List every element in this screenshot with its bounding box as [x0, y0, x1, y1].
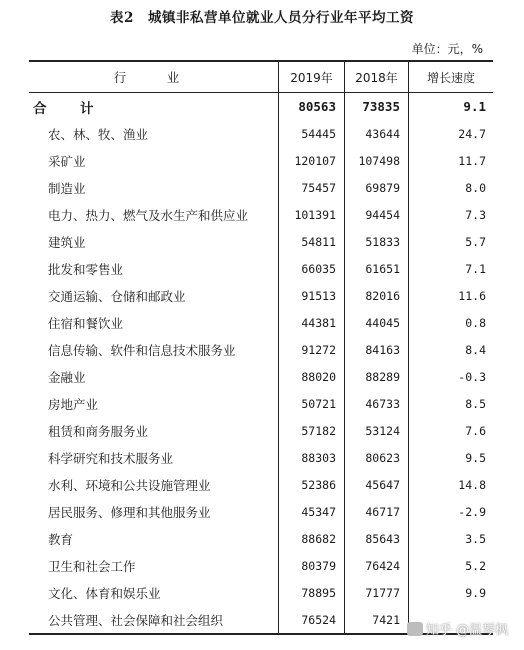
total-row: [29, 93, 493, 120]
header-2018: 2018年: [344, 62, 408, 92]
value-2018: 44045: [344, 309, 408, 336]
industry-name: 文化、体育和娱乐业: [48, 585, 161, 601]
growth-rate: -0.3: [408, 363, 493, 390]
growth-rate: 7.1: [408, 255, 493, 282]
total-label: 合 计: [33, 100, 104, 117]
value-2018: 84163: [344, 336, 408, 363]
table-row: [29, 390, 493, 417]
value-2018: 80623: [344, 444, 408, 471]
table-row: [29, 228, 493, 255]
growth-rate: 9.9: [408, 579, 493, 606]
table-row: [29, 201, 493, 228]
growth-rate: 0.8: [408, 309, 493, 336]
table-row: [29, 174, 493, 201]
growth-rate: 5.7: [408, 228, 493, 255]
header-industry: 行 业: [113, 70, 194, 85]
value-2018: 46717: [344, 498, 408, 525]
value-2018: 85643: [344, 525, 408, 552]
value-2018: 82016: [344, 282, 408, 309]
growth-rate: 3.5: [408, 525, 493, 552]
value-2018: 69879: [344, 174, 408, 201]
industry-name: 金融业: [48, 369, 86, 385]
value-2019: 91272: [278, 336, 344, 363]
growth-rate: 7.3: [408, 201, 493, 228]
industry-name: 农、林、牧、渔业: [48, 126, 149, 142]
industry-name: 科学研究和技术服务业: [48, 450, 174, 466]
value-2019: 88303: [278, 444, 344, 471]
zhihu-logo-icon: [407, 622, 423, 636]
table-row: [29, 309, 493, 336]
value-2019: 54445: [278, 120, 344, 147]
table-row: [29, 552, 493, 579]
value-2018: 45647: [344, 471, 408, 498]
value-2019: 78895: [278, 579, 344, 606]
growth-rate: 11.6: [408, 282, 493, 309]
industry-name: 采矿业: [48, 153, 86, 169]
growth-rate: -2.9: [408, 498, 493, 525]
header-growth: 增长速度: [408, 62, 493, 92]
table-title: 表2 城镇非私营单位就业人员分行业年平均工资: [110, 10, 414, 26]
industry-name: 建筑业: [48, 234, 86, 250]
table-row: [29, 498, 493, 525]
table-body: [29, 120, 493, 633]
table-row: [29, 363, 493, 390]
growth-rate: 8.5: [408, 390, 493, 417]
industry-name: 水利、环境和公共设施管理业: [48, 477, 211, 493]
table-row: [29, 579, 493, 606]
value-2018: 7421: [344, 606, 408, 633]
value-2018: 71777: [344, 579, 408, 606]
table-row: [29, 282, 493, 309]
growth-rate: 14.8: [408, 471, 493, 498]
value-2019: 75457: [278, 174, 344, 201]
value-2019: 57182: [278, 417, 344, 444]
value-2019: 66035: [278, 255, 344, 282]
unit-label: 单位：元，%: [411, 42, 483, 56]
value-2019: 76524: [278, 606, 344, 633]
industry-name: 信息传输、软件和信息技术服务业: [48, 342, 236, 358]
growth-rate: 24.7: [408, 120, 493, 147]
growth-rate: 8.0: [408, 174, 493, 201]
industry-name: 制造业: [48, 180, 86, 196]
industry-name: 租赁和商务服务业: [48, 423, 149, 439]
value-2018: 107498: [344, 147, 408, 174]
value-2019: 120107: [278, 147, 344, 174]
value-2019: 88682: [278, 525, 344, 552]
table-row: [29, 471, 493, 498]
table-header-row: [29, 62, 493, 93]
industry-name: 电力、热力、燃气及水生产和供应业: [48, 207, 249, 223]
total-2018: 73835: [344, 93, 408, 120]
value-2018: 43644: [344, 120, 408, 147]
value-2019: 50721: [278, 390, 344, 417]
value-2018: 94454: [344, 201, 408, 228]
growth-rate: 9.5: [408, 444, 493, 471]
growth-rate: 7.6: [408, 417, 493, 444]
total-growth: 9.1: [408, 93, 493, 120]
table-row: [29, 444, 493, 471]
industry-name: 卫生和社会工作: [48, 558, 136, 574]
value-2019: 91513: [278, 282, 344, 309]
table-row: [29, 255, 493, 282]
watermark-text: 知乎 @温琴枫: [425, 623, 508, 638]
total-2019: 80563: [278, 93, 344, 120]
table-row: [29, 147, 493, 174]
growth-rate: 11.7: [408, 147, 493, 174]
value-2019: 80379: [278, 552, 344, 579]
industry-name: 居民服务、修理和其他服务业: [48, 504, 211, 520]
table-row: [29, 525, 493, 552]
value-2019: 44381: [278, 309, 344, 336]
value-2019: 101391: [278, 201, 344, 228]
value-2018: 61651: [344, 255, 408, 282]
growth-rate: 5.2: [408, 552, 493, 579]
watermark: [407, 619, 508, 638]
wage-table: [29, 60, 493, 635]
value-2019: 88020: [278, 363, 344, 390]
table-row: [29, 336, 493, 363]
value-2018: 51833: [344, 228, 408, 255]
value-2018: 88289: [344, 363, 408, 390]
value-2019: 45347: [278, 498, 344, 525]
industry-name: 房地产业: [48, 396, 99, 412]
table-row: [29, 417, 493, 444]
growth-rate: 8.4: [408, 336, 493, 363]
industry-name: 住宿和餐饮业: [48, 315, 124, 331]
table-row: [29, 120, 493, 147]
industry-name: 交通运输、仓储和邮政业: [48, 288, 186, 304]
header-2019: 2019年: [278, 62, 344, 92]
value-2018: 53124: [344, 417, 408, 444]
value-2019: 52386: [278, 471, 344, 498]
value-2019: 54811: [278, 228, 344, 255]
value-2018: 76424: [344, 552, 408, 579]
industry-name: 教育: [48, 531, 74, 547]
industry-name: 批发和零售业: [48, 261, 124, 277]
industry-name: 公共管理、社会保障和社会组织: [48, 612, 224, 628]
value-2018: 46733: [344, 390, 408, 417]
